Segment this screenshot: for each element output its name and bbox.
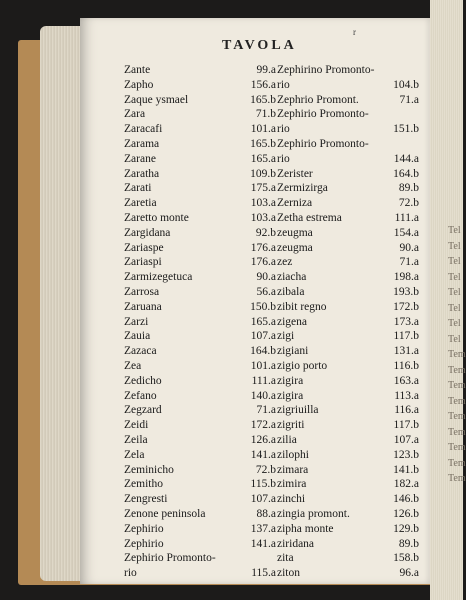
page-reference: 126.a xyxy=(250,434,276,446)
index-term: Zapho xyxy=(124,78,154,91)
index-term: zez xyxy=(277,256,293,269)
page-reference: 141.b xyxy=(393,463,419,476)
index-term: zeugma xyxy=(277,241,313,254)
index-term: Zariaspe xyxy=(124,241,164,254)
page-reference: 115.b xyxy=(250,478,276,491)
index-term: Zephirio xyxy=(124,537,164,550)
page-reference: 104.b xyxy=(393,78,419,91)
page-reference: 156.a xyxy=(250,78,276,91)
index-term: rio xyxy=(124,567,137,580)
page-reference: 165.b xyxy=(250,138,276,150)
index-term: Zazaca xyxy=(124,345,157,358)
index-term: Zarane xyxy=(124,152,156,165)
page-reference: 172.a xyxy=(250,419,276,432)
facing-page-edge xyxy=(430,0,466,600)
page-reference: 72.b xyxy=(398,197,419,210)
index-term: Zarama xyxy=(124,138,160,150)
index-term: Zaruana xyxy=(124,300,162,313)
index-term: zigriti xyxy=(277,419,305,432)
page-reference: 182.a xyxy=(393,478,419,491)
facing-page-fragment: Tem xyxy=(448,442,466,453)
index-entry xyxy=(277,565,419,582)
page-reference: 101.a xyxy=(250,360,276,372)
index-term: rio xyxy=(277,123,290,136)
page-reference: 56.a xyxy=(256,286,276,298)
page-reference: 176.a xyxy=(250,256,276,269)
index-term: rio xyxy=(277,78,290,91)
index-term: Zaracafi xyxy=(124,123,163,136)
index-term: Zephirio xyxy=(124,522,164,535)
page-reference: 129.b xyxy=(393,522,419,535)
facing-page-fragment: Tel xyxy=(448,333,461,345)
page-reference: 131.a xyxy=(393,345,419,358)
index-entry xyxy=(124,565,276,582)
index-term: Zenone peninsola xyxy=(124,508,206,520)
page-reference: 103.a xyxy=(250,197,276,210)
index-term: Zephirio Promonto- xyxy=(277,108,369,121)
index-term: zigi xyxy=(277,330,295,343)
facing-page-fragment: Tel xyxy=(448,240,461,252)
index-term: zigira xyxy=(277,389,304,402)
page-reference: 109.b xyxy=(250,167,276,180)
page-reference: 141.a xyxy=(250,448,276,461)
page-reference: 175.a xyxy=(250,182,276,195)
index-term: zeugma xyxy=(277,226,313,239)
page-reference: 71.b xyxy=(255,108,276,121)
page-reference: 163.a xyxy=(393,374,419,387)
index-term: Zephrio Promont. xyxy=(277,93,359,106)
index-term: Zephirio Promonto- xyxy=(124,552,216,565)
page-reference: 103.a xyxy=(250,212,276,224)
page-reference: 111.a xyxy=(394,212,419,224)
page-reference: 107.a xyxy=(250,330,276,343)
page-reference: 71.a xyxy=(256,404,276,417)
index-term: zigena xyxy=(277,315,308,328)
index-term: Zephirio Promonto- xyxy=(277,138,369,150)
index-term: zigriuilla xyxy=(277,404,319,417)
index-term: zibala xyxy=(277,286,305,298)
page-reference: 123.b xyxy=(393,448,419,461)
page-reference: 107.a xyxy=(250,493,276,506)
page-reference: 176.a xyxy=(250,241,276,254)
index-term: Zetha estrema xyxy=(277,212,342,224)
index-term: Zante xyxy=(124,64,151,76)
page-reference: 158.b xyxy=(393,552,419,565)
index-term: zimara xyxy=(277,463,309,476)
index-term: Zaratha xyxy=(124,167,160,180)
page-reference: 96.a xyxy=(399,567,419,580)
facing-page-fragment: Tem xyxy=(448,426,466,438)
page-stack-edge xyxy=(40,26,84,581)
page-reference: 141.a xyxy=(250,537,276,550)
page-reference: 165.b xyxy=(250,93,276,106)
index-term: Zephirino Promonto- xyxy=(277,64,375,76)
index-term: Zaque ysmael xyxy=(124,93,189,106)
index-term: Zela xyxy=(124,448,145,461)
page-reference: 164.b xyxy=(393,167,419,180)
facing-page-fragment: Tel xyxy=(448,318,461,329)
facing-page-fragment: Tem xyxy=(448,364,466,376)
page-reference: 111.a xyxy=(251,374,276,387)
index-term: zipha monte xyxy=(277,522,334,535)
index-term: Zaretto monte xyxy=(124,212,189,224)
page-reference: 116.a xyxy=(394,404,419,417)
index-term: Zariaspi xyxy=(124,256,162,269)
facing-page-fragment: Tel xyxy=(448,287,461,298)
index-term: ziridana xyxy=(277,537,315,550)
page-reference: 150.b xyxy=(250,300,276,313)
facing-page-fragment: Tel xyxy=(448,256,461,267)
page-reference: 126.b xyxy=(393,508,419,520)
page-reference: 165.a xyxy=(250,152,276,165)
index-term: Zea xyxy=(124,360,142,372)
page-reference: 137.a xyxy=(250,522,276,535)
page-reference: 71.a xyxy=(399,93,419,106)
page-reference: 146.b xyxy=(393,493,419,506)
page-reference: 101.a xyxy=(250,123,276,136)
page-reference: 151.b xyxy=(393,123,419,136)
page-reference: 154.a xyxy=(393,226,419,239)
index-term: Zerniza xyxy=(277,197,313,210)
page-reference: 115.a xyxy=(251,567,276,580)
index-term: zingia promont. xyxy=(277,508,350,520)
page-reference: 99.a xyxy=(256,64,276,76)
page-reference: 165.a xyxy=(250,315,276,328)
page-reference: 89.b xyxy=(398,537,419,550)
index-term: Zara xyxy=(124,108,146,121)
facing-page-fragment: Tem xyxy=(448,349,466,360)
page-reference: 107.a xyxy=(393,434,419,446)
facing-page-fragment: Tem xyxy=(448,457,466,469)
index-term: Zegzard xyxy=(124,404,162,417)
index-term: Zaretia xyxy=(124,197,157,210)
index-term: Zeila xyxy=(124,434,148,446)
index-term: Zengresti xyxy=(124,493,168,506)
index-term: Zarzi xyxy=(124,315,149,328)
index-term: zigiani xyxy=(277,345,309,358)
index-term: Zerister xyxy=(277,167,313,180)
index-term: zilia xyxy=(277,434,297,446)
page-reference: 89.b xyxy=(398,182,419,195)
page-reference: 113.a xyxy=(394,389,419,402)
facing-page-fragment: Tem xyxy=(448,473,466,484)
page-reference: 90.a xyxy=(399,241,419,254)
index-term: zigio porto xyxy=(277,360,328,372)
page-reference: 116.b xyxy=(393,360,419,372)
index-term: zigira xyxy=(277,374,304,387)
facing-page-fragment: Tel xyxy=(448,302,461,314)
index-term: ziacha xyxy=(277,271,307,284)
page-title: TAVOLA xyxy=(222,38,297,53)
index-term: zilophi xyxy=(277,448,309,461)
index-term: Zermizirga xyxy=(277,182,328,195)
page-reference: 198.a xyxy=(393,271,419,284)
index-term: Zefano xyxy=(124,389,157,402)
index-term: zibit regno xyxy=(277,300,327,313)
index-term: Zeidi xyxy=(124,419,149,432)
page-reference: 72.b xyxy=(255,463,276,476)
page-reference: 117.b xyxy=(393,419,419,432)
facing-page-fragment: Tem xyxy=(448,380,466,391)
index-term: Zemitho xyxy=(124,478,163,491)
index-term: zita xyxy=(277,552,294,565)
page-reference: 117.b xyxy=(393,330,419,343)
facing-page-fragment: Tel xyxy=(448,225,461,236)
page-reference: 193.b xyxy=(393,286,419,298)
facing-page-fragment: Tem xyxy=(448,395,466,407)
index-term: Zeminicho xyxy=(124,463,174,476)
index-term: Zargidana xyxy=(124,226,171,239)
page-reference: 173.a xyxy=(393,315,419,328)
page-reference: 92.b xyxy=(255,226,276,239)
page-reference: 90.a xyxy=(256,271,276,284)
index-term: Zarmizegetuca xyxy=(124,271,193,284)
index-term: zimira xyxy=(277,478,307,491)
page-reference: 172.b xyxy=(393,300,419,313)
index-term: ziton xyxy=(277,567,300,580)
index-term: Zarati xyxy=(124,182,152,195)
page-reference: 144.a xyxy=(393,152,419,165)
page-reference: 140.a xyxy=(250,389,276,402)
index-term: Zedicho xyxy=(124,374,162,387)
index-term: Zauia xyxy=(124,330,151,343)
index-term: zinchi xyxy=(277,493,306,506)
facing-page-fragment: Tel xyxy=(448,271,461,283)
index-term: Zarrosa xyxy=(124,286,160,298)
page-reference: 88.a xyxy=(256,508,276,520)
facing-page-fragment: Tem xyxy=(448,411,466,422)
page-reference: 71.a xyxy=(399,256,419,269)
page-reference: 164.b xyxy=(250,345,276,358)
index-term: rio xyxy=(277,152,290,165)
page-mark: r xyxy=(353,27,356,37)
